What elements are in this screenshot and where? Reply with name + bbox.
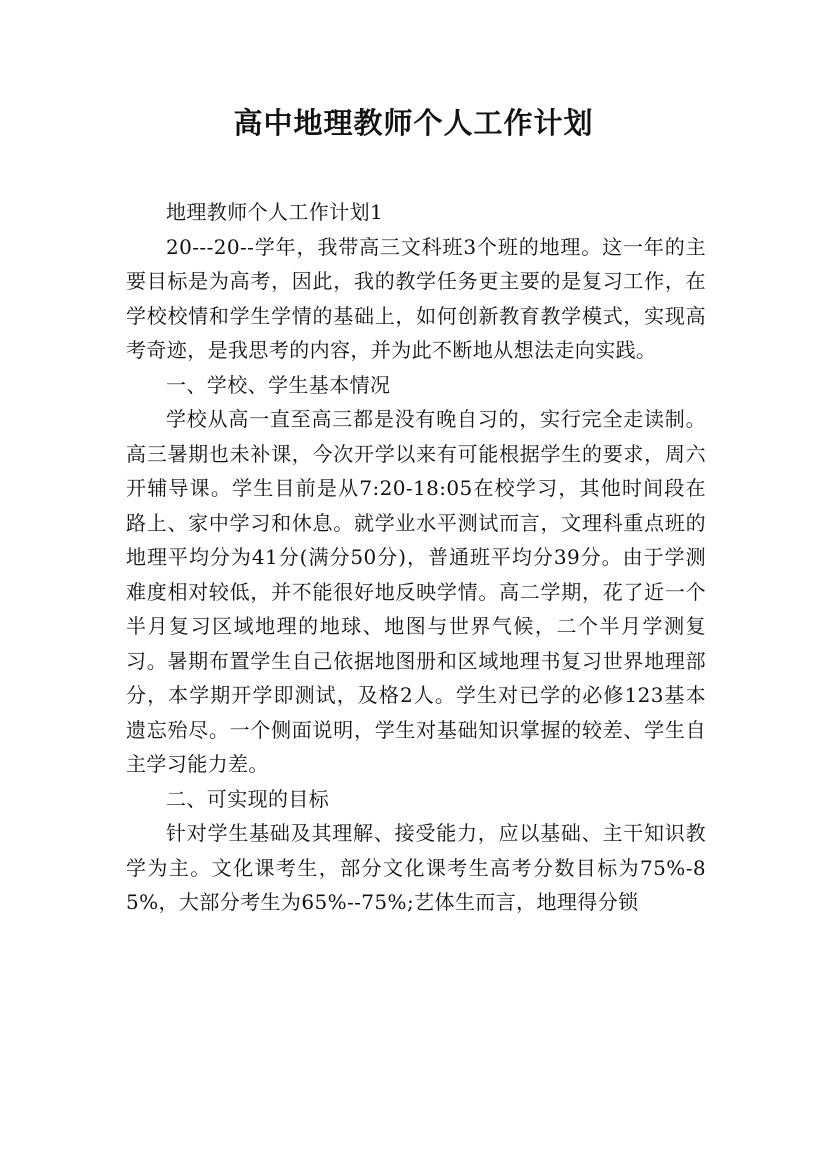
section-heading-goals: 二、可实现的目标 bbox=[166, 786, 330, 811]
document-body bbox=[126, 195, 706, 920]
paragraph-intro: 20---20--学年，我带高三文科班3个班的地理。这一年的主要目标是为高考，因此，我的教学任务更主要的是复习工作，在学校校情和学生学情的基础上，如何创新教育教学模式，实现高考奇迹，是我思考的内容，并为此不断地从想法走向实践。 bbox=[126, 234, 706, 362]
section-heading-plan-1: 地理教师个人工作计划1 bbox=[166, 200, 384, 224]
paragraph-school-students: 学校从高一直至高三都是没有晚自习的，实行完全走读制。高三暑期也未补课，今次开学以来有可能根据学生的要求，周六开辅导课。学生目前是从7:20-18:05在校学习，其他时间段在路上、家中学习和休息。就学业水平测试而言，文理科重点班的地理平均分为41分(满分50分)，普通班平均分39分。由于学测难度相对较低，并不能很好地反映学情。高二学期，花了近一个半月复习区域地理的地球、地图与世界气候，二个半月学测复习。暑期布置学生自己依据地图册和区域地理书复习世界地理部分，本学期开学即测试，及格2人。学生对已学的必修123基本遗忘殆尽。一个侧面说明，学生对基础知识掌握的较差、学生自主学习能力差。 bbox=[126, 407, 706, 776]
paragraph-goals: 针对学生基础及其理解、接受能力，应以基础、主干知识教学为主。文化课考生，部分文化课考生高考分数目标为75%-85%，大部分考生为65%--75%;艺体生而言，地理得分锁 bbox=[126, 821, 706, 914]
section-heading-school-students: 一、学校、学生基本情况 bbox=[166, 372, 391, 397]
document-title: 高中地理教师个人工作计划 bbox=[233, 106, 594, 140]
